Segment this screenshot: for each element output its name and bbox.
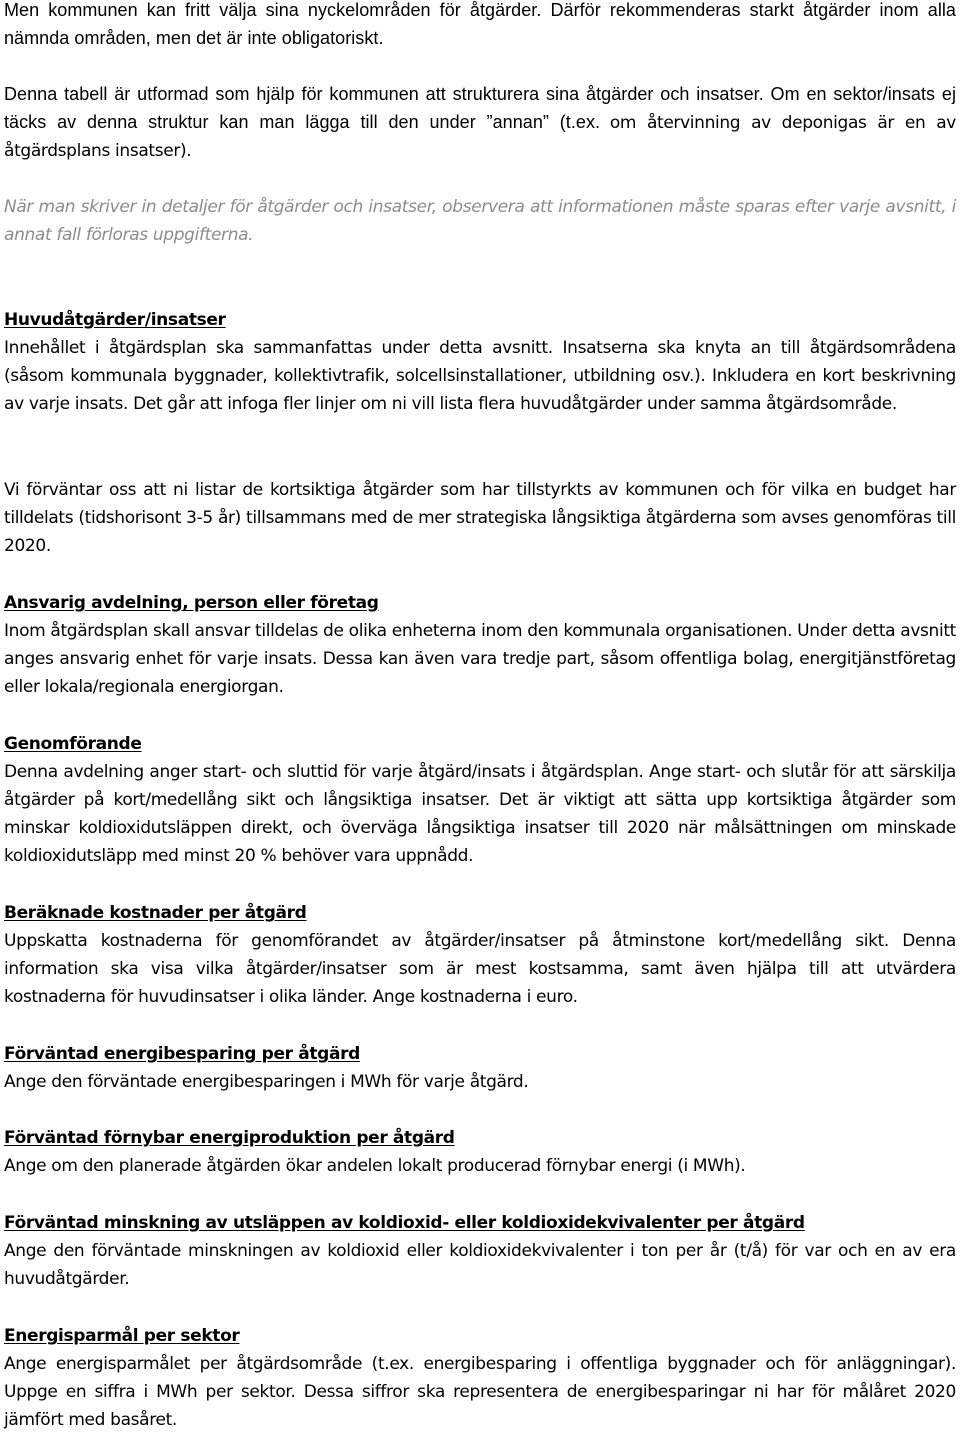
section-responsible [4, 589, 956, 701]
section-text: Innehållet i åtgärdsplan ska sammanfattas under detta avsnitt. Insatserna ska knyta an till åtgärdsområdena (såsom kommunala byggnader, kollektivtrafik, solcellsinstallationer, utbildning osv.). Inkludera en kort beskrivning av varje insats. Det går att infoga fler linjer om ni vill lista flera huvudåtgärder under samma åtgärdsområde. [4, 338, 956, 414]
section-heading: Förväntad energibesparing per åtgärd [4, 1044, 360, 1064]
section-heading: Förväntad förnybar energiproduktion per åtgärd [4, 1128, 455, 1148]
section-co2 [4, 1209, 956, 1293]
section-energy-saving [4, 1040, 956, 1096]
section-heading: Energisparmål per sektor [4, 1326, 240, 1346]
section-implementation [4, 730, 956, 870]
section-text: Ange den förväntade minskningen av koldioxid eller koldioxidekvivalenter i ton per år (t/å) för var och en av era huvudåtgärder. [4, 1241, 956, 1289]
short-term-actions-paragraph: Vi förväntar oss att ni listar de kortsiktiga åtgärder som har tillstyrkts av kommunen och för vilka en budget har tilldelats (tidshorisont 3-5 år) tillsammans med de mer strategiska långsiktiga åtgärderna som avses genomföras till 2020. [4, 480, 956, 556]
section-sector-target [4, 1322, 956, 1434]
section-text: Denna avdelning anger start- och sluttid för varje åtgärd/insats i åtgärdsplan. Ange start- och slutår för att särskilja åtgärder på kort/medellång sikt och långsiktiga insatser. Det är viktigt att sätta upp kortsiktiga åtgärder som minskar koldioxidutsläppen direkt, och överväga långsiktiga insatser till 2020 när målsättningen om minskade koldioxidutsläpp med minst 20 % behöver vara uppnådd. [4, 762, 956, 866]
section-text: Ange energisparmålet per åtgärdsområde (t.ex. energibesparing i offentliga byggnader och för anläggningar). Uppge en siffra i MWh per sektor. Dessa siffror ska representera de energibesparingar ni har för målåret 2020 jämfört med basåret. [4, 1354, 956, 1430]
intro-paragraph: Men kommunen kan fritt välja sina nyckelområden för åtgärder. Därför rekommenderas starkt åtgärder inom alla nämnda områden, men det är inte obligatoriskt. [4, 0, 956, 48]
section-heading: Ansvarig avdelning, person eller företag [4, 593, 379, 613]
table-structure-text-a: Denna tabell är utformad som hjälp för kommunen att strukturera sina åtgärder och insatser. Om en sektor/insats ej täcks av denna struktur kan man lägga till den under ”annan” (t.ex. [4, 84, 956, 132]
section-heading: Genomförande [4, 734, 142, 754]
section-heading: Beräknade kostnader per åtgärd [4, 903, 307, 923]
section-heading: Förväntad minskning av utsläppen av koldioxid- eller koldioxidekvivalenter per åtgärd [4, 1213, 805, 1233]
save-warning-note: När man skriver in detaljer för åtgärder och insatser, observera att informationen måste sparas efter varje avsnitt, i annat fall förloras uppgifterna. [4, 197, 956, 245]
section-renewable [4, 1124, 956, 1180]
section-text: Inom åtgärdsplan skall ansvar tilldelas de olika enheterna inom den kommunala organisationen. Under detta avsnitt anges ansvarig enhet för varje insats. Dessa kan även vara tredje part, såsom offentliga bolag, energitjänstföretag eller lokala/regionala energiorgan. [4, 621, 956, 697]
section-costs [4, 899, 956, 1011]
section-text: Ange den förväntade energibesparingen i MWh för varje åtgärd. [4, 1072, 529, 1092]
section-text: Uppskatta kostnaderna för genomförandet av åtgärder/insatser på åtminstone kort/medellång sikt. Denna information ska visa vilka åtgärder/insatser som är mest kostsamma, samt även hjälpa till att utvärdera kostnaderna för huvudinsatser i olika länder. Ange kostnaderna i euro. [4, 931, 956, 1007]
table-structure-paragraph [4, 80, 956, 165]
section-text: Ange om den planerade åtgärden ökar andelen lokalt producerad förnybar energi (i MWh). [4, 1156, 746, 1176]
section-heading: Huvudåtgärder/insatser [4, 310, 226, 330]
table-structure-text-b: om återvinning av deponigas är en av åtgärdsplans insatser). [4, 113, 956, 161]
section-main-actions [4, 306, 956, 418]
